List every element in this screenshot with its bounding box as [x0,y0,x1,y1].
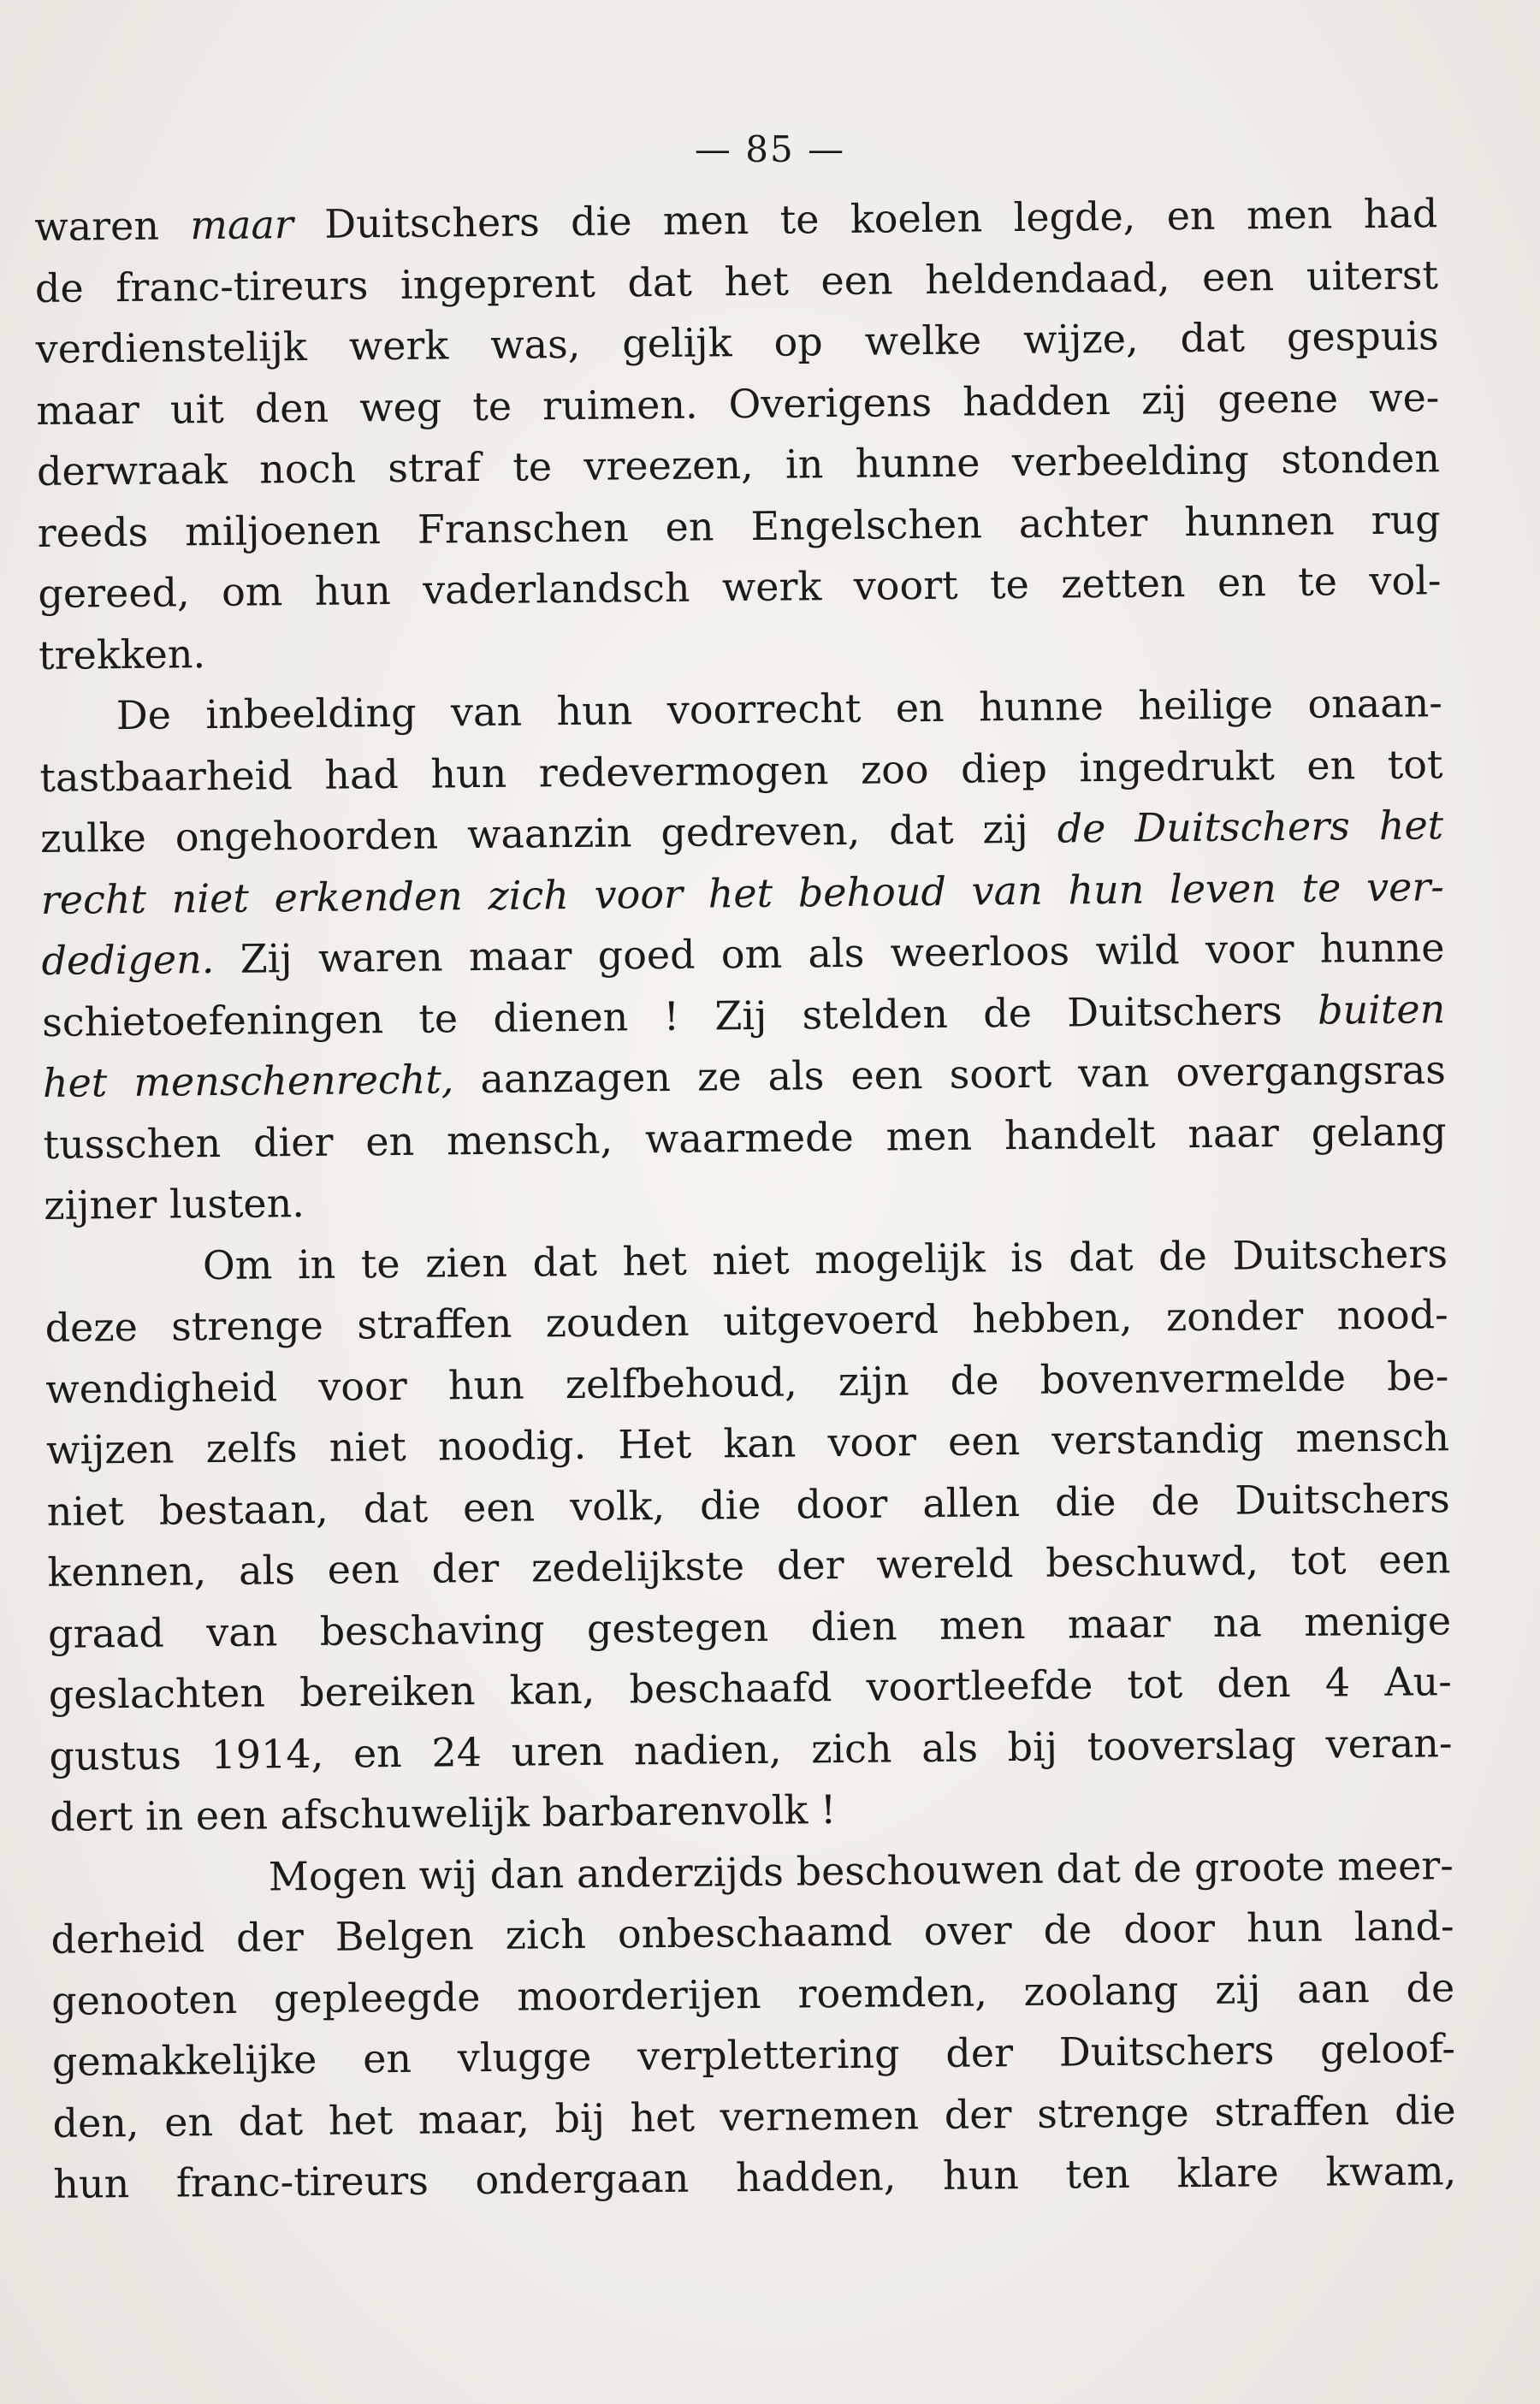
text-span: het menschenrecht, [42,1056,454,1106]
text-span: wijzen zelfs niet noodig. Het kan voor een verstandig mensch [45,1413,1450,1473]
text-span: derwraak noch straf te vreezen, in hunne verbeelding stonden [36,435,1441,494]
text-span: geslachten bereiken kan, beschaafd voortleefde tot den 4 Au- [48,1658,1452,1718]
text-span: de franc-tireurs ingeprent dat het een heldendaad, een uiterst [34,251,1439,311]
text-span: graad van beschaving gestegen dien men maar na menige [47,1596,1452,1657]
text-span: derheid der Belgen zich onbeschaamd over de door hun land- [50,1903,1454,1963]
paragraph [50,1835,1457,2216]
text-span: hun franc-tireurs ondergaan hadden, hun ten klare kwam, [53,2147,1457,2207]
body-text [34,183,1457,2215]
text-span: tusschen dier en mensch, waarmede men handelt naar gelang [43,1107,1447,1168]
text-span: zijner lusten. [44,1180,305,1229]
text-span: zulke ongehoorden waanzin gedreven, dat zij [39,805,1057,862]
text-span: trekken. [38,630,206,678]
text-span: den, en dat het maar, bij het vernemen der strenge straffen die [52,2086,1456,2146]
text-span: recht niet erkenden zich voor het behoud van hun leven te ver- [40,862,1445,923]
text-span: schietoefeningen te dienen ! Zij stelden de Duitschers [41,986,1318,1045]
text-span: gemakkelijke en vlugge verplettering der Duitschers geloof- [51,2025,1456,2085]
text-span: Zij waren maar goed om als weerloos wild voor hunne [214,924,1445,983]
page-number: — 85 — [694,128,846,170]
text-span: buiten [1317,985,1446,1033]
text-span: reeds miljoenen Franschen en Engelschen achter hunnen rug [37,495,1441,556]
text-span: De inbeelding van hun voorrecht en hunne heilige onaan- [116,679,1443,739]
text-span: aanzagen ze als een soort van overgangsras [453,1046,1447,1103]
text-span: wendigheid voor hun zelfbehoud, zijn de bovenvermelde be- [45,1352,1449,1412]
text-span: verdienstelijk werk was, gelijk op welke wijze, dat gespuis [35,312,1439,372]
text-span: genooten gepleegde moorderijen roemden, zoolang zij aan de [50,1963,1455,2024]
text-span: waren [34,202,191,250]
text-span: gereed, om hun vaderlandsch werk voort te zetten en te vol- [38,557,1442,617]
text-span: deze strenge straffen zouden uitgevoerd hebben, zonder nood- [44,1291,1448,1351]
text-span: maar uit den weg te ruimen. Overigens hadden zij geene we- [36,373,1440,434]
text-span: dert in een afschuwelijk barbarenvolk ! [49,1786,837,1840]
paragraph [38,672,1447,1236]
text-span: Om in te zien dat het niet mogelijk is dat de Duitschers [202,1229,1448,1288]
paragraph [34,183,1442,686]
text-span: Mogen wij dan anderzijds beschouwen dat de groote meer- [268,1841,1454,1899]
text-span: kennen, als een der zedelijkste der wereld beschuwd, tot een [47,1536,1451,1596]
text-span: tastbaarheid had hun redevermogen zoo diep ingedrukt en tot [39,740,1443,801]
text-span: Duitschers die men te koelen legde, en men had [293,190,1438,248]
paragraph [44,1223,1454,1849]
text-span: dedigen. [41,936,215,984]
text-span: gustus 1914, en 24 uren nadien, zich als bij tooverslag veran- [49,1719,1453,1779]
text-span: de Duitschers het [1057,802,1444,852]
text-span: niet bestaan, dat een volk, die door allen die de Duitschers [46,1474,1450,1535]
text-line [53,2141,1457,2215]
text-span: maar [190,201,294,249]
